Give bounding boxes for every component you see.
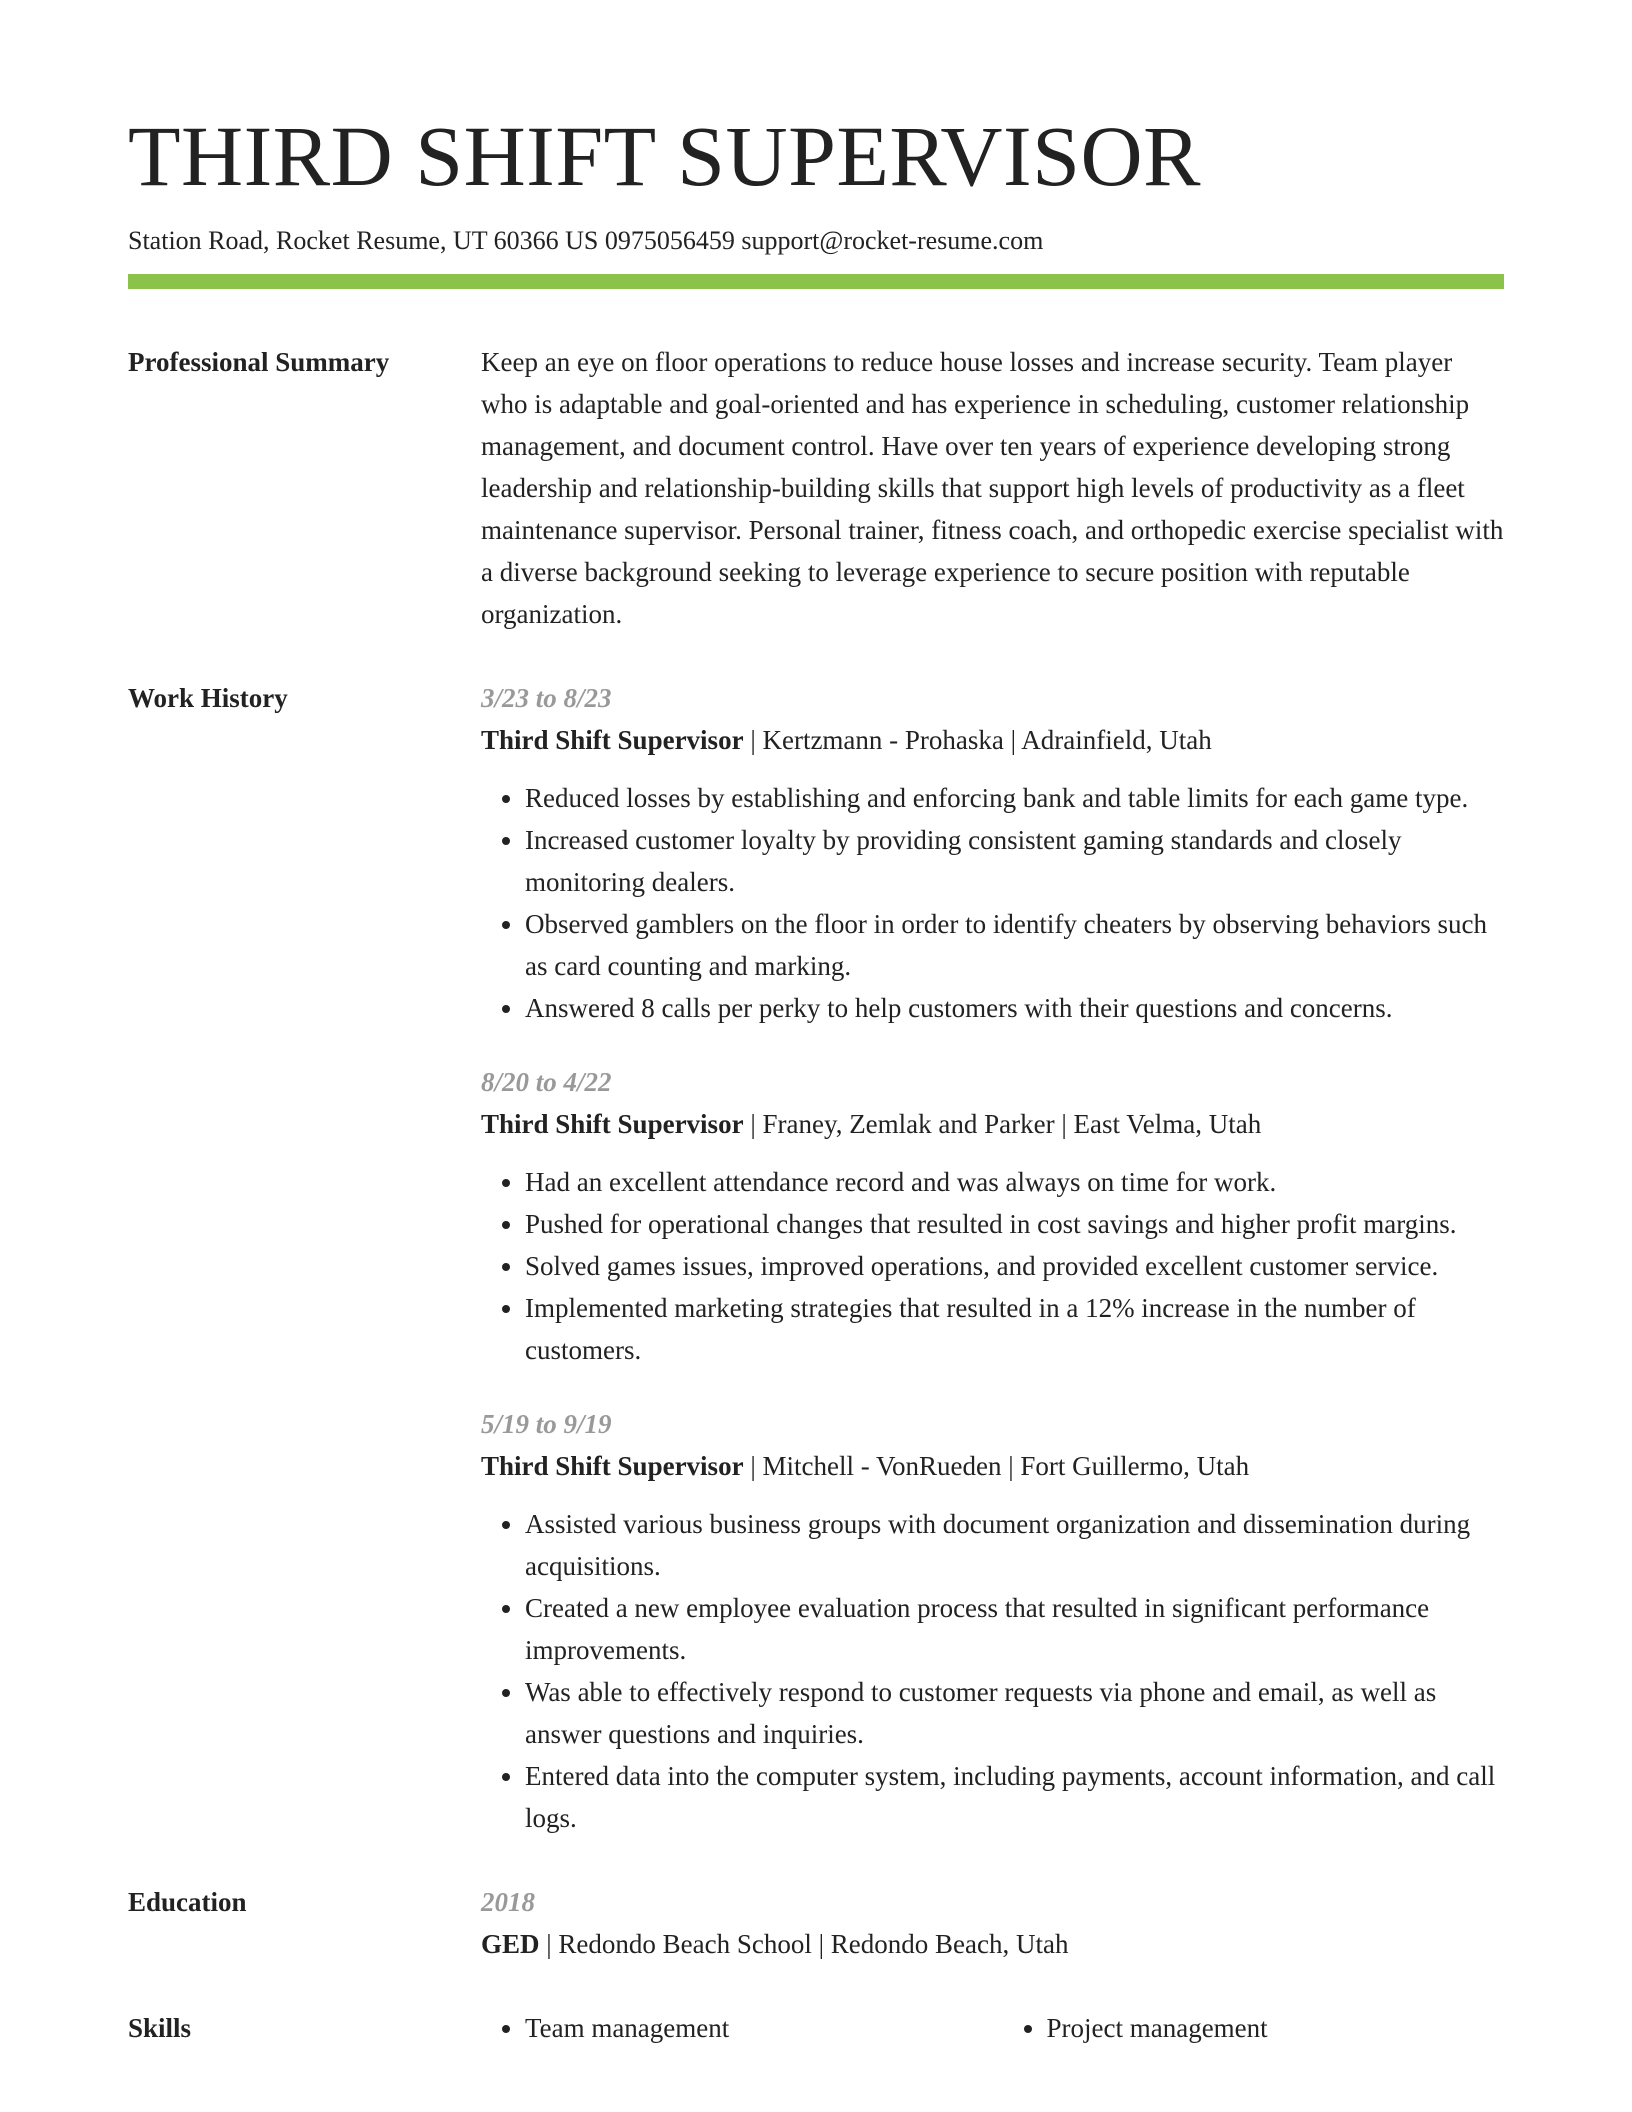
education-section (128, 1881, 1504, 1965)
contact-info: Station Road, Rocket Resume, UT 60366 US 0975056459 support@rocket-resume.com (128, 226, 1044, 255)
skills-list-right (1003, 2007, 1505, 2049)
job-heading (481, 1103, 1504, 1145)
job-bullet: • Solved games issues, improved operations, and provided excellent customer service. (525, 1245, 1504, 1287)
job-entry (481, 1403, 1504, 1839)
job-bullet: • Answered 8 calls per perky to help customers with their questions and concerns. (525, 987, 1504, 1029)
job-details: | Mitchell - VonRueden | Fort Guillermo, Utah (743, 1451, 1250, 1482)
job-bullet: • Entered data into the computer system, including payments, account information, and call logs. (525, 1755, 1504, 1839)
skills-grid (481, 2007, 1504, 2049)
header-divider (128, 274, 1504, 289)
job-entry (481, 1061, 1504, 1371)
job-bullet: • Had an excellent attendance record and was always on time for work. (525, 1161, 1504, 1203)
education-details: | Redondo Beach School | Redondo Beach, Utah (539, 1929, 1069, 1960)
skill-item: • Team management (525, 2007, 983, 2049)
job-bullet: • Assisted various business groups with document organization and dissemination during acquisitions. (525, 1503, 1504, 1587)
summary-title: Professional Summary (128, 347, 390, 378)
summary-section (128, 341, 1504, 635)
job-bullets (481, 1161, 1504, 1371)
summary-text: Keep an eye on floor operations to reduce house losses and increase security. Team player who is adaptable and goal-oriented and has experience in scheduling, customer relationship management, and document control. Have over ten years of experience developing strong leadership and relationship-building skills that support high levels of productivity as a fleet maintenance supervisor. Personal trainer, fitness coach, and orthopedic exercise specialist with a diverse background seeking to leverage experience to secure position with reputable organization. (481, 347, 1504, 630)
skill-item: • Project management (1047, 2007, 1505, 2049)
job-bullet: • Pushed for operational changes that resulted in cost savings and higher profit margins. (525, 1203, 1504, 1245)
job-entry (481, 677, 1504, 1029)
job-heading (481, 719, 1504, 761)
education-year: 2018 (481, 1887, 535, 1918)
job-details: | Franey, Zemlak and Parker | East Velma, Utah (743, 1109, 1262, 1140)
skills-section (128, 2007, 1504, 2049)
resume-name: THIRD SHIFT SUPERVISOR (128, 108, 1201, 204)
job-bullet: • Created a new employee evaluation process that resulted in significant performance improvements. (525, 1587, 1504, 1671)
job-title: Third Shift Supervisor (481, 1451, 744, 1482)
job-dates: 3/23 to 8/23 (481, 683, 612, 714)
job-title: Third Shift Supervisor (481, 725, 744, 756)
job-bullet: • Reduced losses by establishing and enforcing bank and table limits for each game type. (525, 777, 1504, 819)
job-bullet: • Implemented marketing strategies that resulted in a 12% increase in the number of customers. (525, 1287, 1504, 1371)
job-bullets (481, 1503, 1504, 1839)
education-degree: GED (481, 1929, 540, 1960)
work-history-section (128, 677, 1504, 1839)
education-title: Education (128, 1887, 247, 1918)
skills-list-left (481, 2007, 983, 2049)
job-dates: 5/19 to 9/19 (481, 1409, 612, 1440)
job-bullet: • Was able to effectively respond to customer requests via phone and email, as well as answer questions and inquiries. (525, 1671, 1504, 1755)
job-bullet: • Observed gamblers on the floor in order to identify cheaters by observing behaviors such as card counting and marking. (525, 903, 1504, 987)
job-bullet: • Increased customer loyalty by providing consistent gaming standards and closely monitoring dealers. (525, 819, 1504, 903)
skills-title: Skills (128, 2013, 192, 2044)
job-bullets (481, 777, 1504, 1029)
job-title: Third Shift Supervisor (481, 1109, 744, 1140)
work-history-title: Work History (128, 683, 288, 714)
job-details: | Kertzmann - Prohaska | Adrainfield, Utah (743, 725, 1212, 756)
job-heading (481, 1445, 1504, 1487)
job-dates: 8/20 to 4/22 (481, 1067, 612, 1098)
education-heading (481, 1923, 1504, 1965)
